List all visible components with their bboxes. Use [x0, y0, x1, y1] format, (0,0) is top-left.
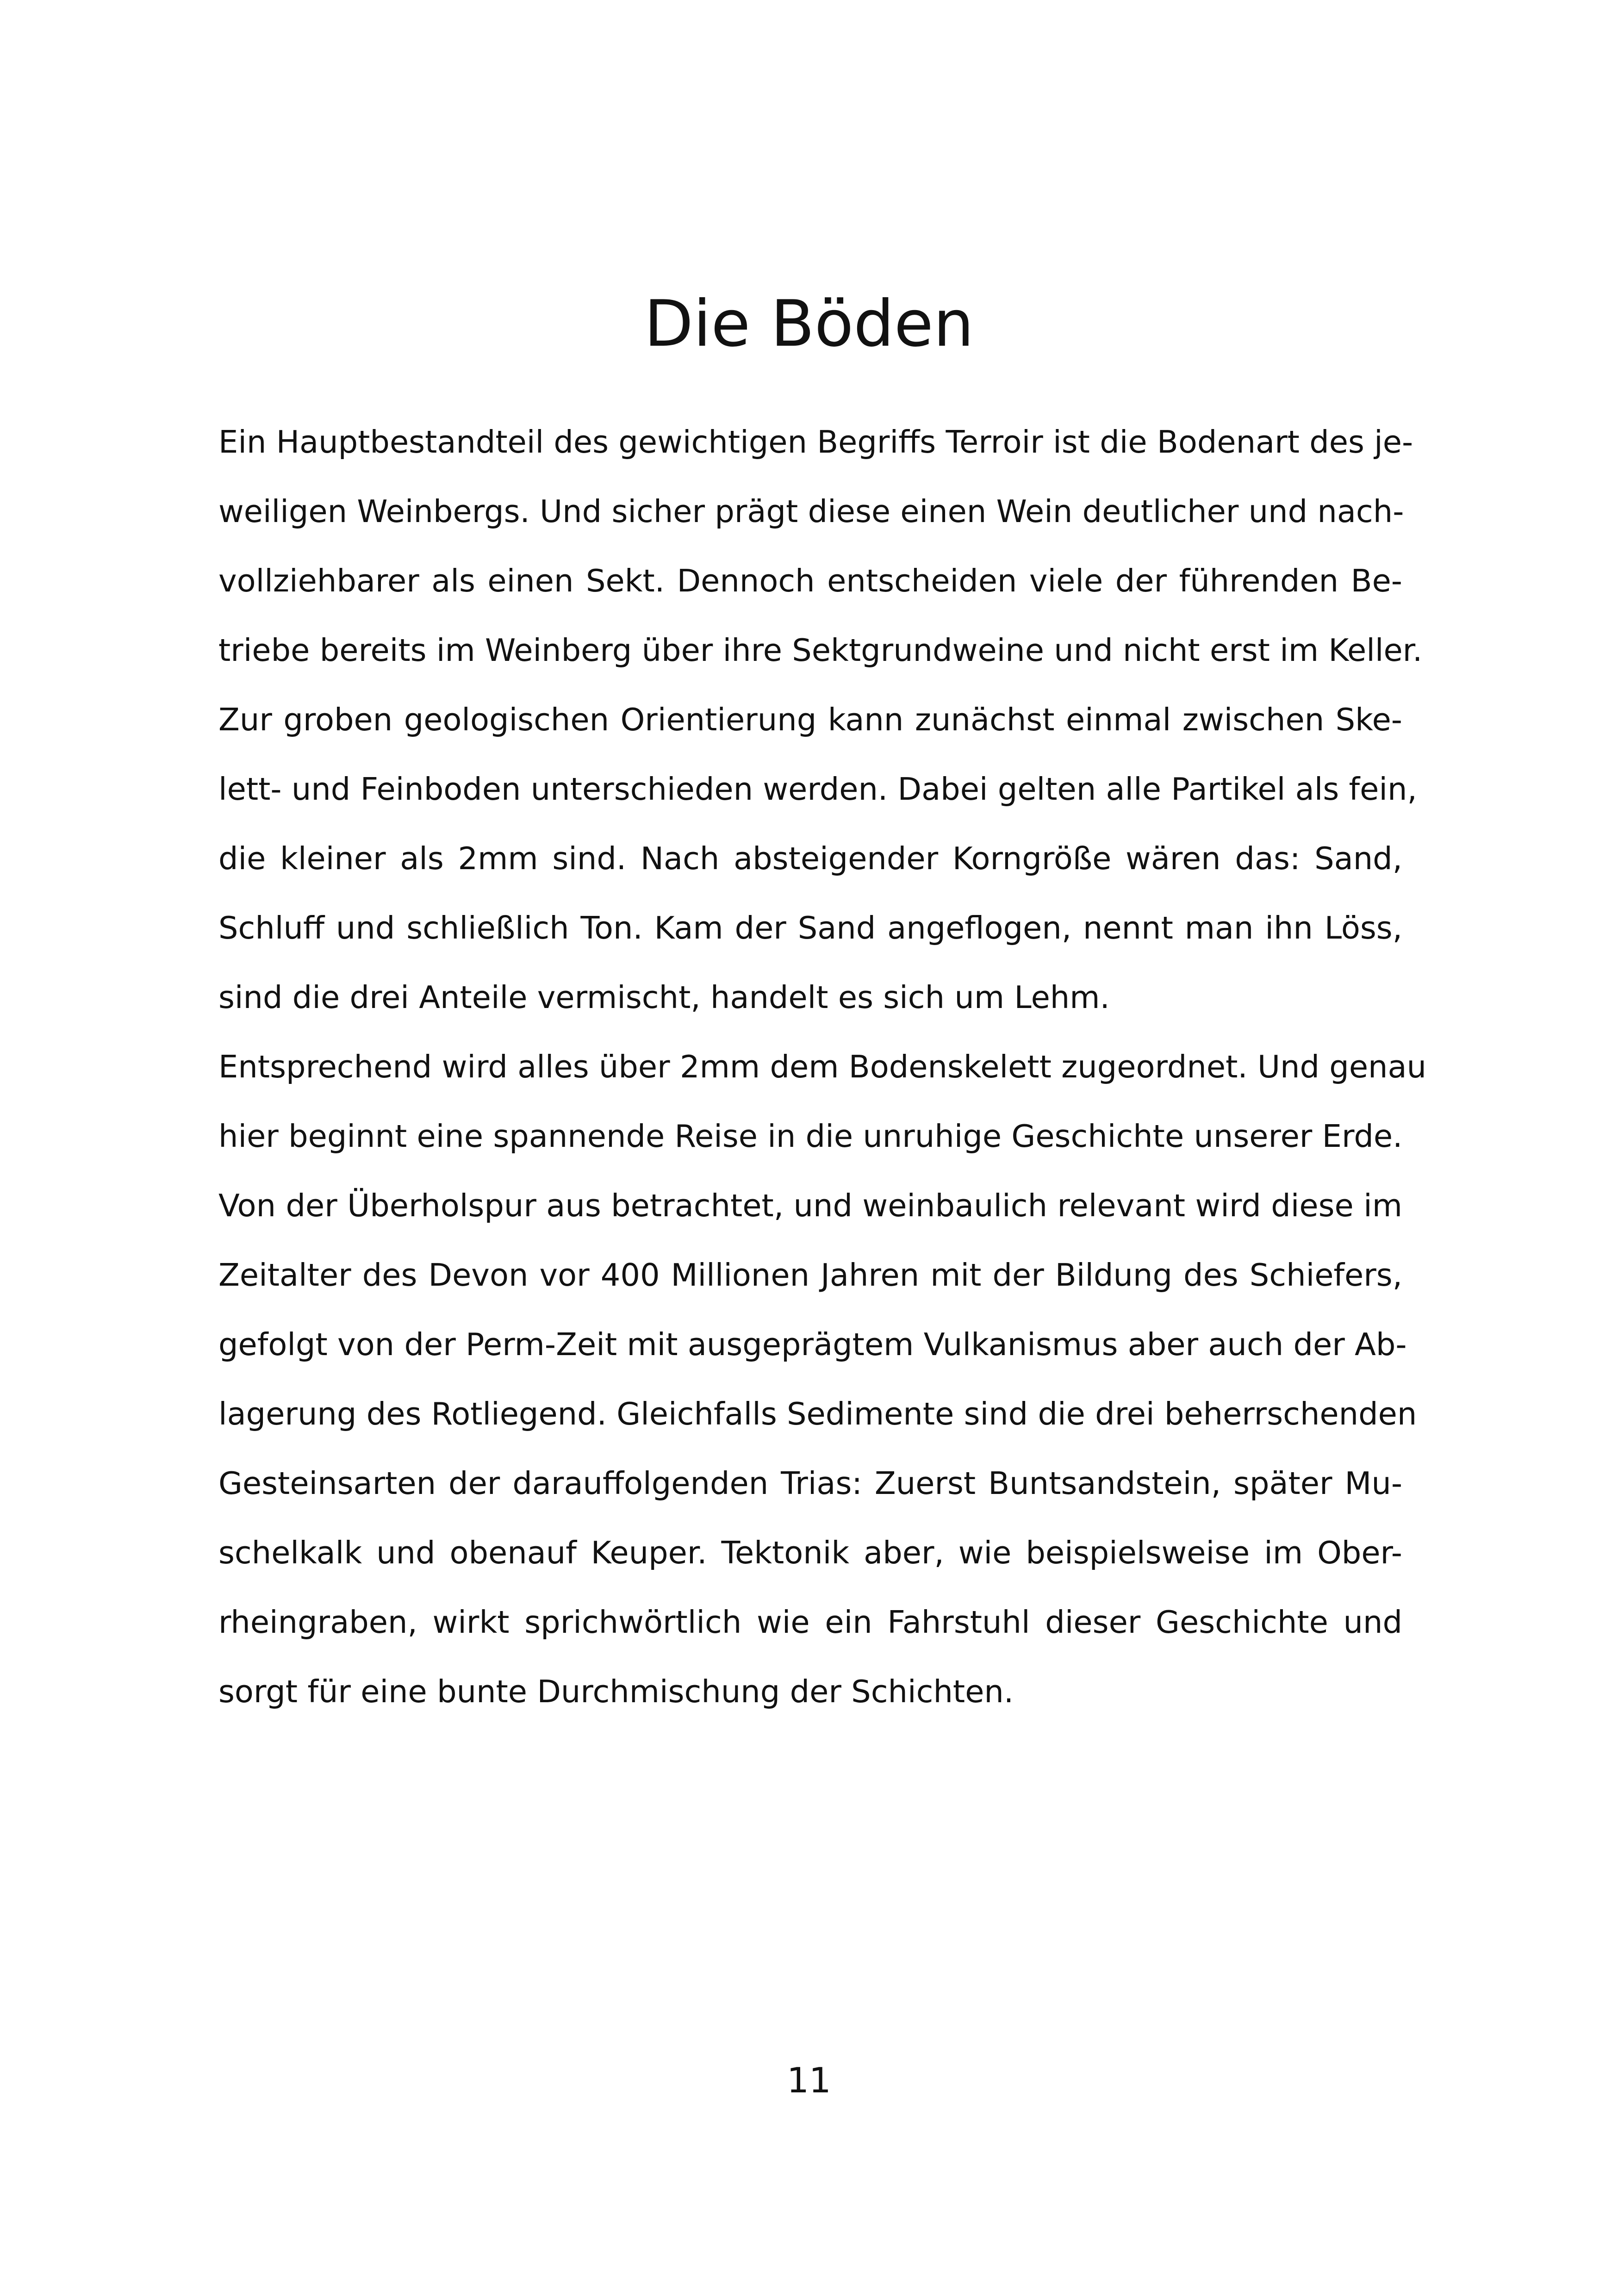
- text-line: sorgt für eine bunte Durchmischung der Schichten.: [218, 1674, 1014, 1710]
- text-line: Zur groben geologischen Orientierung kann zunächst einmal zwischen Ske-: [218, 702, 1402, 738]
- page-title: Die Böden: [644, 286, 974, 361]
- text-line: lett- und Feinboden unterschieden werden. Dabei gelten alle Partikel als fein,: [218, 771, 1417, 807]
- text-line: Zeitalter des Devon vor 400 Millionen Jahren mit der Bildung des Schiefers,: [218, 1257, 1402, 1293]
- text-line: Entsprechend wird alles über 2mm dem Bodenskelett zugeordnet. Und genau: [218, 1049, 1427, 1085]
- text-line: vollziehbarer als einen Sekt. Dennoch entscheiden viele der führenden Be-: [218, 563, 1402, 599]
- body-paragraph: [218, 407, 1427, 1726]
- text-line: triebe bereits im Weinberg über ihre Sektgrundweine und nicht erst im Keller.: [218, 632, 1423, 668]
- text-line: weiligen Weinbergs. Und sicher prägt diese einen Wein deutlicher und nach-: [218, 493, 1404, 529]
- text-line: Gesteinsarten der darauffolgenden Trias: Zuerst Buntsandstein, später Mu-: [218, 1465, 1402, 1501]
- text-line: sind die drei Anteile vermischt, handelt es sich um Lehm.: [218, 979, 1110, 1015]
- text-line: die kleiner als 2mm sind. Nach absteigender Korngröße wären das: Sand,: [218, 840, 1402, 877]
- text-line: Von der Überholspur aus betrachtet, und weinbaulich relevant wird diese im: [218, 1188, 1402, 1224]
- text-line: lagerung des Rotliegend. Gleichfalls Sedimente sind die drei beherrschenden: [218, 1396, 1417, 1432]
- text-line: schelkalk und obenauf Keuper. Tektonik aber, wie beispielsweise im Ober-: [218, 1535, 1402, 1571]
- text-line: Ein Hauptbestandteil des gewichtigen Begriffs Terroir ist die Bodenart des je-: [218, 424, 1413, 460]
- text-line: gefolgt von der Perm-Zeit mit ausgeprägtem Vulkanismus aber auch der Ab-: [218, 1326, 1407, 1363]
- text-line: Schluff und schließlich Ton. Kam der Sand angeflogen, nennt man ihn Löss,: [218, 910, 1402, 946]
- page-number: 11: [787, 2060, 831, 2101]
- text-line: rheingraben, wirkt sprichwörtlich wie ein Fahrstuhl dieser Geschichte und: [218, 1604, 1402, 1640]
- text-line: hier beginnt eine spannende Reise in die unruhige Geschichte unserer Erde.: [218, 1118, 1403, 1154]
